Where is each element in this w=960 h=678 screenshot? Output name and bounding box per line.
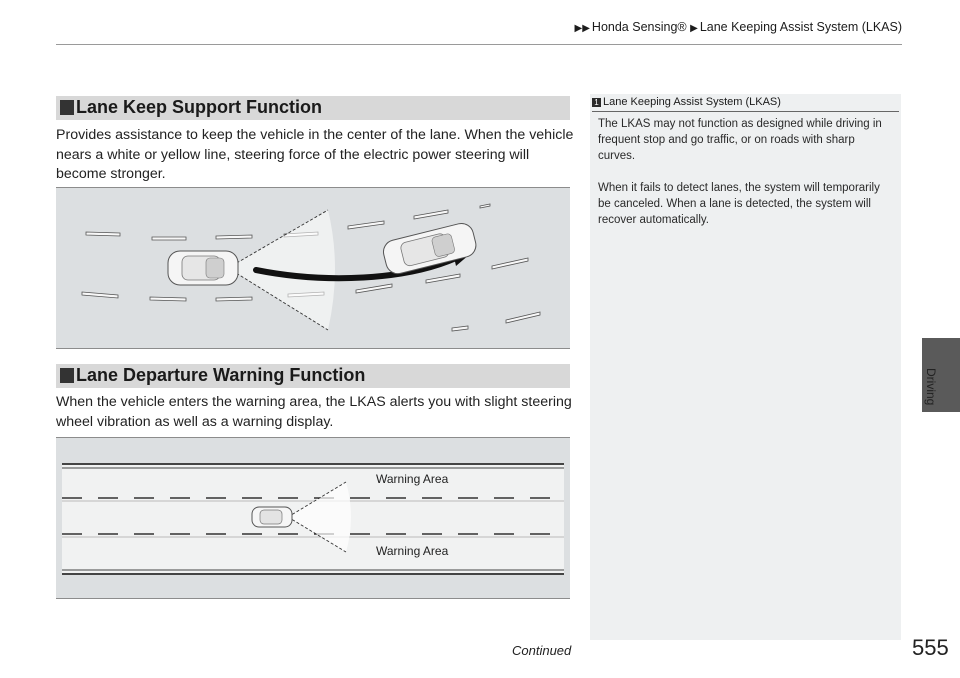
- square-bullet-icon: [60, 368, 74, 383]
- chapter-tab-label: Driving: [924, 368, 938, 406]
- warning-area-label-bottom: Warning Area: [376, 544, 449, 558]
- arrow-icon: ▶: [690, 23, 698, 34]
- section-heading-lane-keep-support: [56, 96, 570, 120]
- double-arrow-icon: ▶▶: [574, 23, 590, 34]
- lane-keep-support-illustration: [56, 187, 570, 349]
- sidebar-note-paragraph: When it fails to detect lanes, the system will temporarily be canceled. When a lane is detected, the system will recover automatically.: [598, 182, 880, 226]
- sidebar-note-paragraph: The LKAS may not function as designed while driving in frequent stop and go traffic, or on roads with sharp curves.: [598, 118, 882, 162]
- warning-area-label-top: Warning Area: [376, 472, 449, 486]
- lane-departure-warning-illustration: [56, 437, 570, 599]
- section-heading-lane-departure-warning: [56, 364, 570, 388]
- sidebar-note-title: Lane Keeping Assist System (LKAS): [603, 96, 781, 108]
- header-rule: [56, 44, 902, 45]
- sidebar-note-panel: [590, 94, 901, 640]
- breadcrumb-item-lkas[interactable]: Lane Keeping Assist System (LKAS): [699, 20, 902, 34]
- page-number: 555: [912, 635, 949, 660]
- sidebar-note-heading: [592, 96, 899, 112]
- section-title: Lane Departure Warning Function: [76, 365, 366, 385]
- breadcrumb-item-honda-sensing[interactable]: Honda Sensing®: [591, 20, 687, 34]
- section-body-text: When the vehicle enters the warning area, the LKAS alerts you with slight steering wheel vibration as well as a warning display.: [56, 394, 572, 430]
- square-bullet-icon: [60, 100, 74, 115]
- reference-number-icon: 1: [592, 98, 601, 107]
- section-body-text: Provides assistance to keep the vehicle in the center of the lane. When the vehicle nears a white or yellow line, steering force of the electric power steering will become stronger.: [56, 127, 574, 182]
- breadcrumb: [0, 20, 902, 34]
- section-title: Lane Keep Support Function: [76, 97, 322, 117]
- continued-label: Continued: [512, 643, 572, 658]
